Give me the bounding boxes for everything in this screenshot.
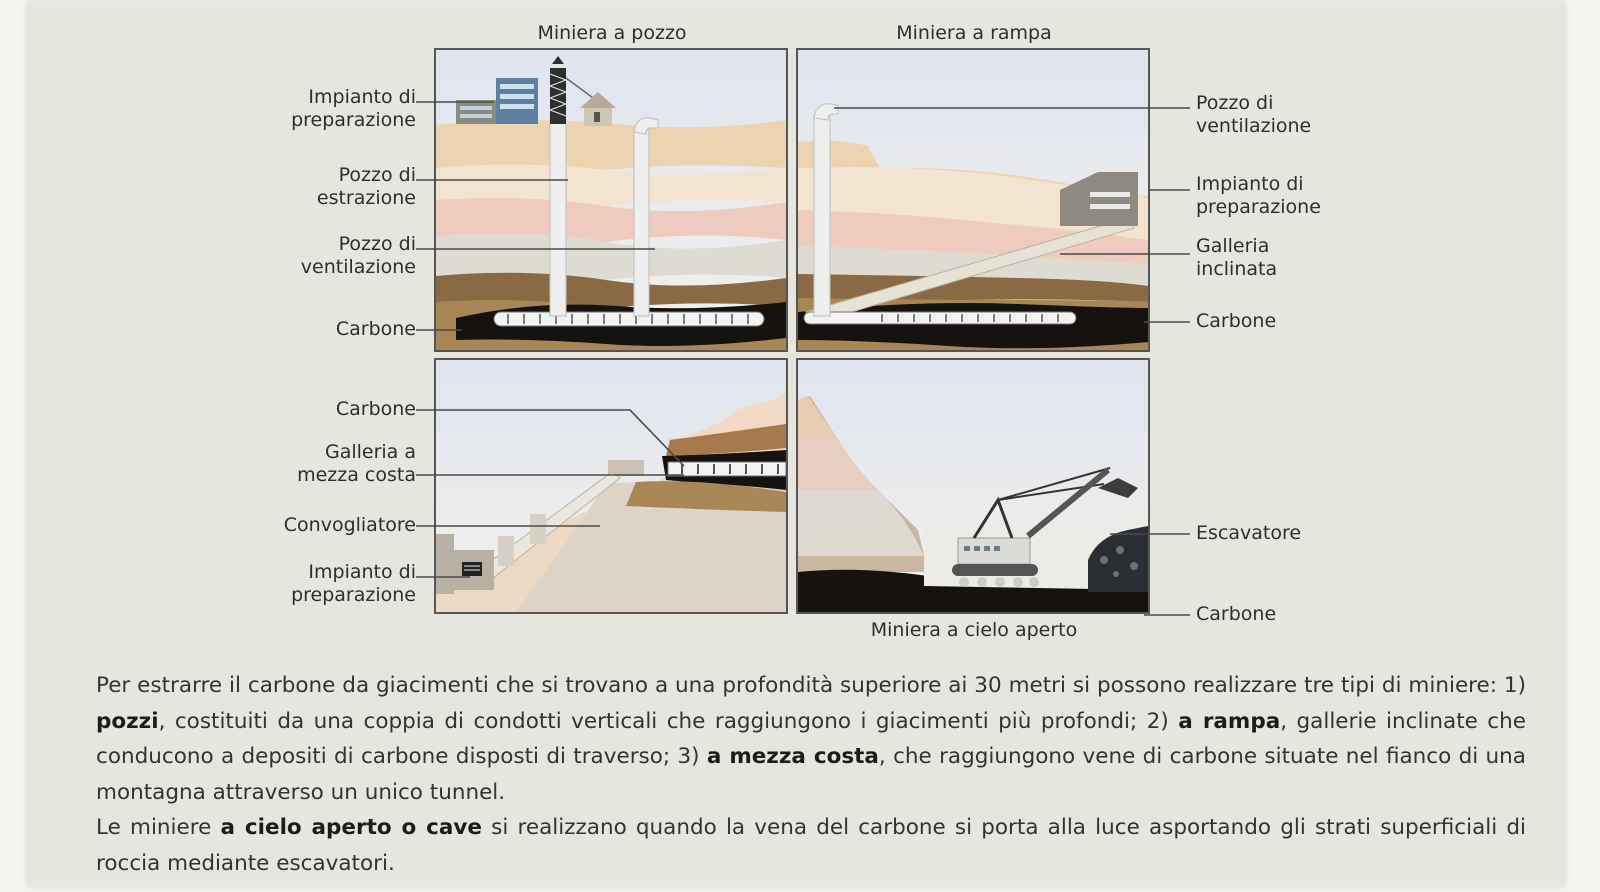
label-line: estrazione <box>316 187 416 209</box>
label-impianto-di-preparazione-rampa <box>1196 173 1396 219</box>
label-pozzo-di-estrazione <box>236 164 416 210</box>
caption-text: , costituiti da una coppia di condotti verticali che raggiungono i giacimenti più profondi; 2) <box>158 708 1179 734</box>
label-line: Convogliatore <box>283 514 416 536</box>
label-line: Escavatore <box>1196 522 1302 544</box>
caption-text: , gallerie inclinate che conducono a depositi di carbone disposti di traverso; 3) <box>96 708 1526 769</box>
label-line: Impianto di <box>1196 173 1304 195</box>
label-line: Pozzo di <box>338 164 416 186</box>
caption-text: Per estrarre il carbone da giacimenti che si trovano a una profondità superiore ai 30 metri si possono realizzare tre tipi di miniere: 1) <box>96 673 1526 698</box>
caption-bold: a cielo aperto o cave <box>220 815 482 840</box>
label-line: preparazione <box>291 584 416 606</box>
caption-text: si realizzano quando la vena del carbone si porta alla luce asportando gli strati superficiali di roccia mediante escavatori. <box>96 815 1526 876</box>
label-line: Galleria a <box>324 441 416 463</box>
label-impianto-di-preparazione <box>236 86 416 132</box>
title-miniera-a-cielo-aperto: Miniera a cielo aperto <box>870 619 1078 641</box>
label-line: ventilazione <box>300 256 416 278</box>
label-line: Carbone <box>1196 310 1277 332</box>
label-line: preparazione <box>291 109 416 131</box>
label-galleria-inclinata <box>1196 235 1396 281</box>
label-escavatore <box>1196 522 1396 545</box>
label-line: ventilazione <box>1196 115 1312 137</box>
label-carbone-cielo-aperto <box>1196 603 1396 626</box>
label-pozzo-di-ventilazione-rampa <box>1196 92 1396 138</box>
caption-text: Le miniere <box>96 815 221 840</box>
panel-miniera-a-mezza-costa <box>434 358 788 614</box>
title-miniera-a-rampa: Miniera a rampa <box>896 22 1052 44</box>
caption-bold: a mezza costa <box>706 744 879 769</box>
panel-miniera-a-cielo-aperto <box>796 358 1150 614</box>
label-line: Pozzo di <box>1196 92 1274 114</box>
label-galleria-a-mezza-costa <box>236 441 416 487</box>
label-line: Carbone <box>335 318 416 340</box>
title-miniera-a-pozzo: Miniera a pozzo <box>537 22 687 44</box>
caption <box>96 668 1526 881</box>
label-carbone <box>236 318 416 341</box>
panel-miniera-a-rampa <box>796 48 1150 352</box>
panel-miniera-a-pozzo <box>434 48 788 352</box>
label-line: Carbone <box>1196 603 1277 625</box>
label-line: inclinata <box>1196 258 1278 280</box>
label-line: Carbone <box>335 398 416 420</box>
label-line: mezza costa <box>297 464 416 486</box>
label-carbone-mezza-costa <box>236 398 416 421</box>
label-line: Pozzo di <box>338 233 416 255</box>
caption-bold: pozzi <box>96 708 159 734</box>
caption-paragraph-2 <box>96 810 1526 881</box>
label-line: preparazione <box>1196 196 1321 218</box>
label-carbone-rampa <box>1196 310 1396 333</box>
label-line: Impianto di <box>308 86 416 108</box>
caption-paragraph-1 <box>96 668 1526 810</box>
caption-text: , che raggiungono vene di carbone situate nel fianco di una montagna attraverso un unico tunnel. <box>96 744 1526 805</box>
label-line: Impianto di <box>308 561 416 583</box>
caption-bold: a rampa <box>1178 708 1281 734</box>
label-convogliatore <box>236 514 416 537</box>
label-line: Galleria <box>1196 235 1270 257</box>
label-impianto-di-preparazione-mezza-costa <box>236 561 416 607</box>
label-pozzo-di-ventilazione <box>236 233 416 279</box>
